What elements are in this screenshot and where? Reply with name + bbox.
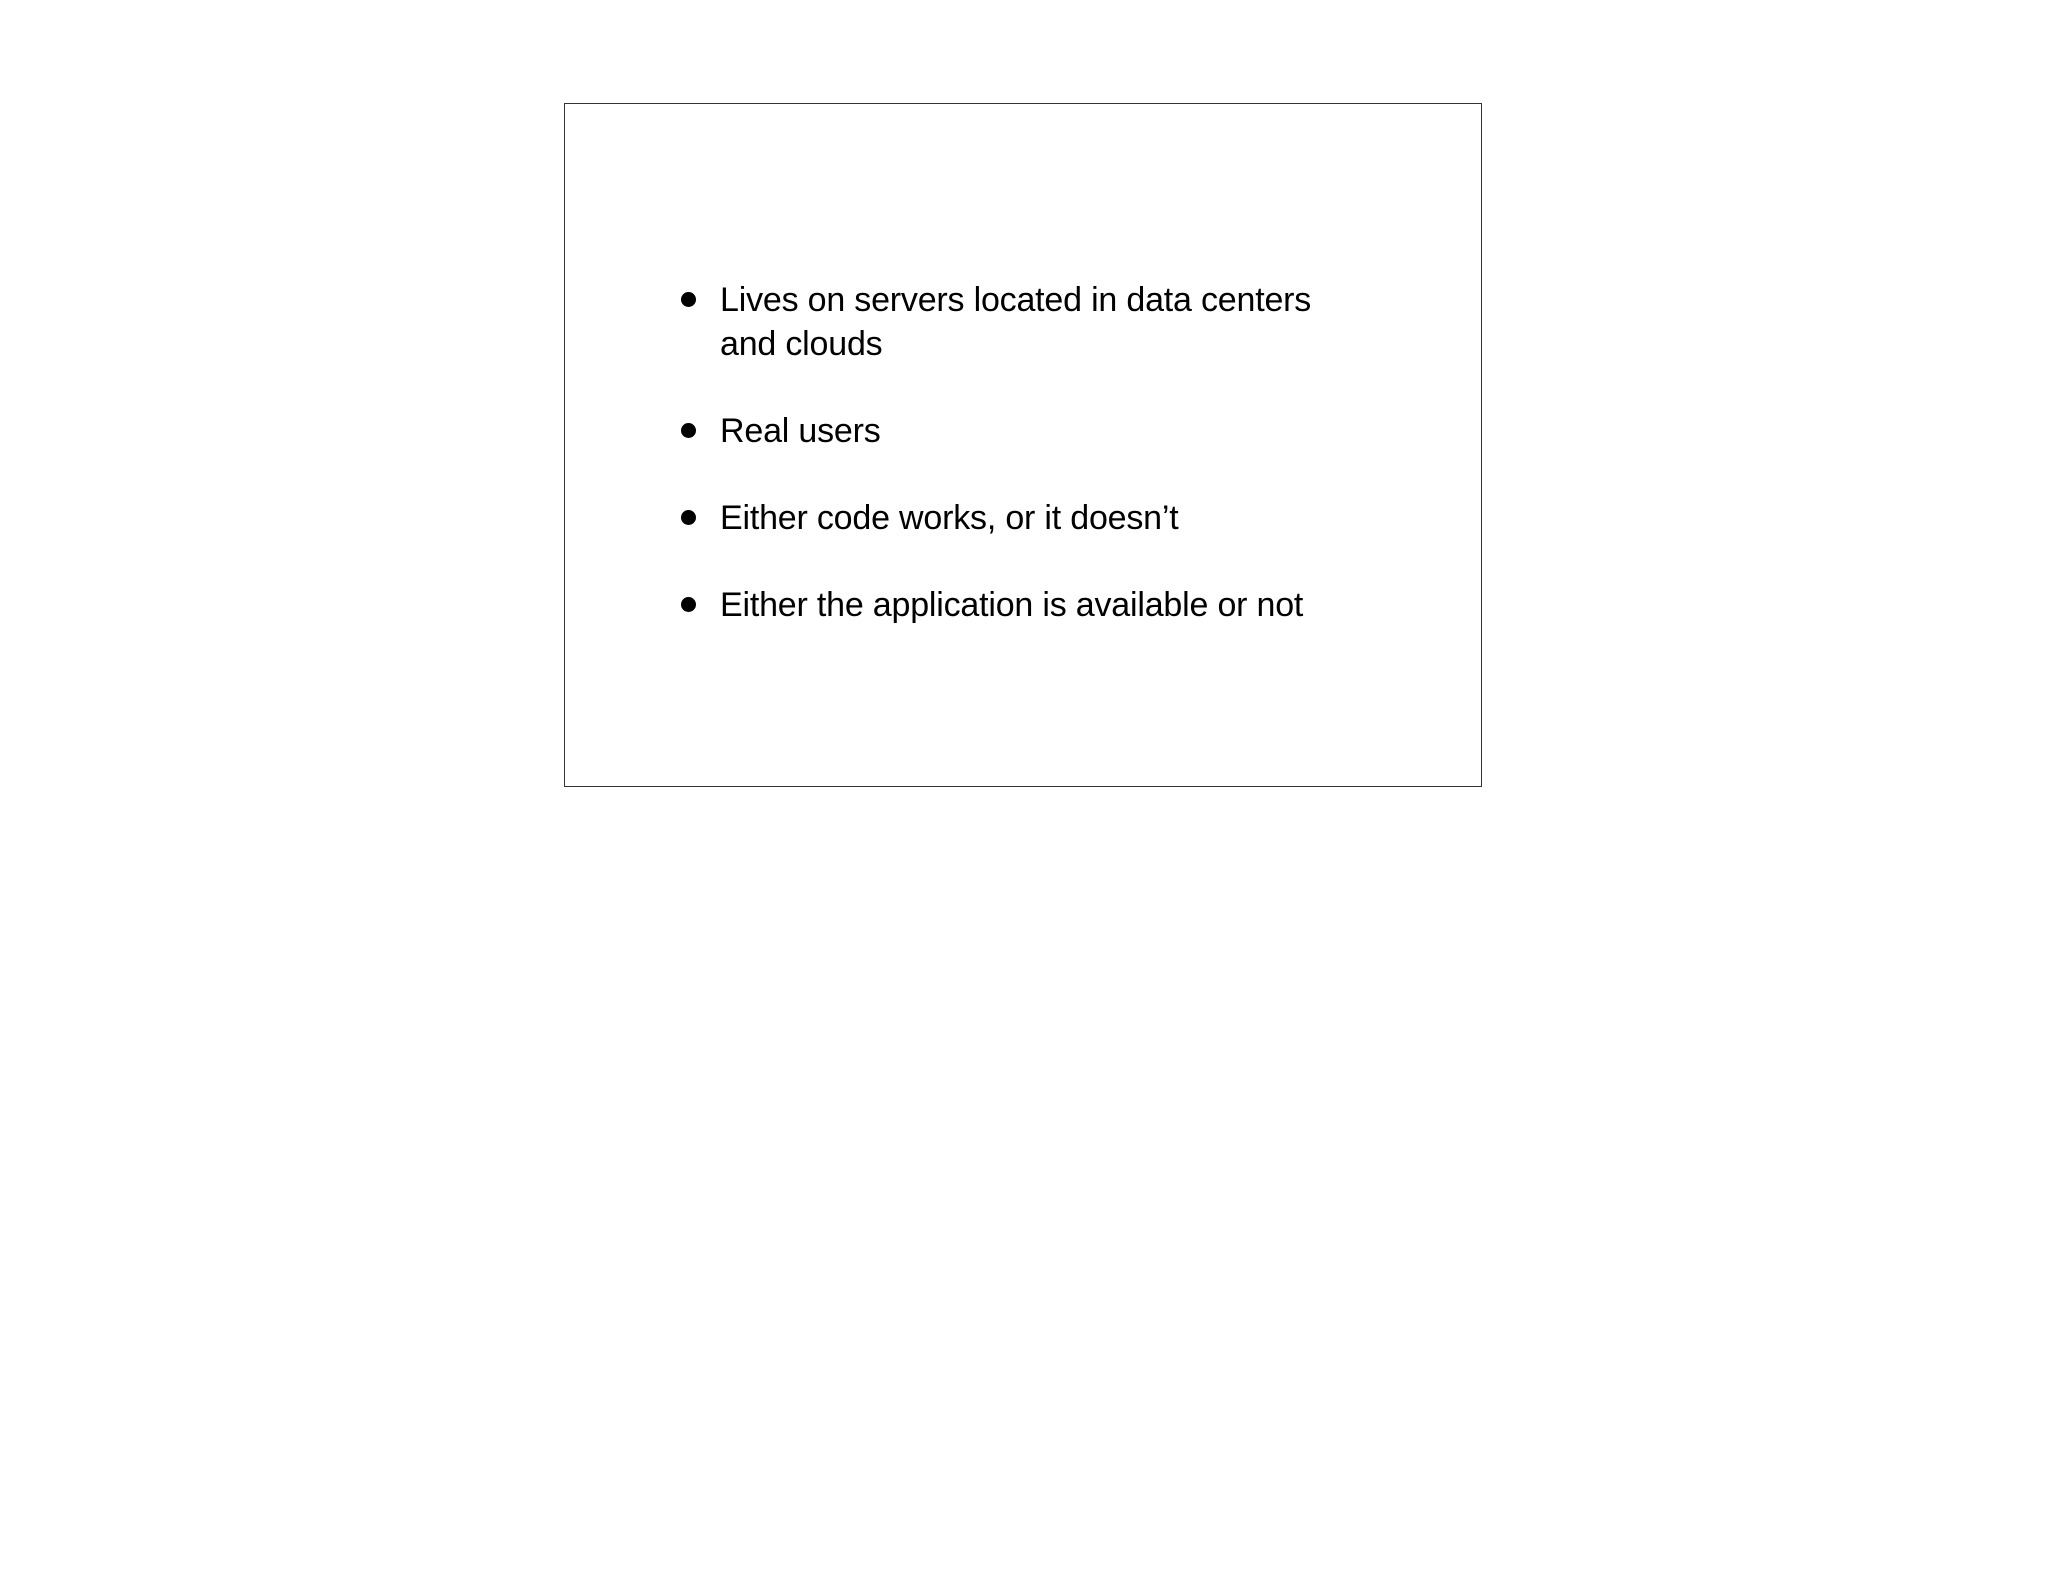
bullet-text: Either code works, or it doesn’t bbox=[720, 499, 1179, 537]
bullet-text: Lives on servers located in data centers and clouds bbox=[720, 281, 1312, 363]
bullet-text: Either the application is available or not bbox=[720, 586, 1304, 624]
bullet-icon bbox=[681, 423, 696, 438]
bullet-icon bbox=[681, 292, 696, 307]
bullet-item bbox=[681, 409, 1421, 453]
bullet-icon bbox=[681, 510, 696, 525]
bullet-item bbox=[681, 496, 1421, 540]
bullet-item bbox=[681, 278, 1421, 366]
bullet-text: Real users bbox=[720, 412, 881, 450]
slide-frame bbox=[564, 103, 1482, 787]
bullet-item bbox=[681, 583, 1421, 627]
bullet-list bbox=[681, 278, 1421, 670]
bullet-icon bbox=[681, 597, 696, 612]
